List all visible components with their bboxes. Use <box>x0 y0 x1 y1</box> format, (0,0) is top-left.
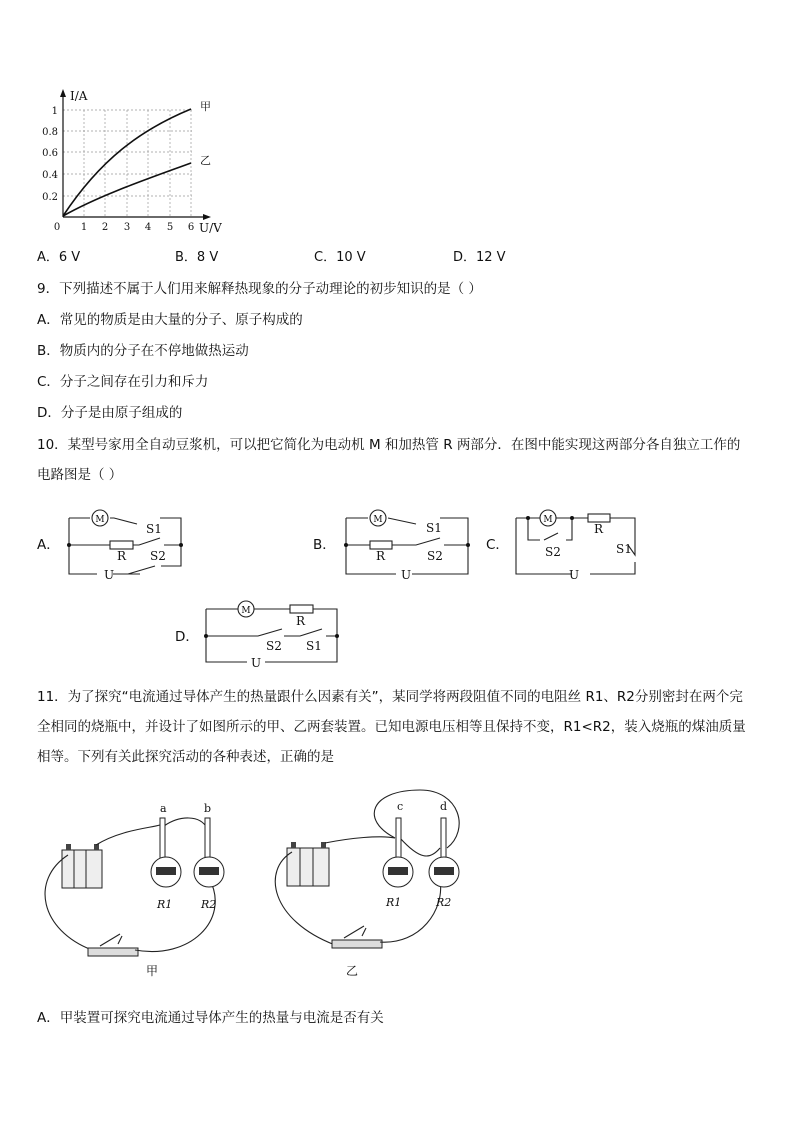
motor-symbol: M <box>373 515 383 525</box>
q8-option-d[interactable]: D．12 V <box>453 250 506 265</box>
q8-option-c[interactable]: C．10 V <box>314 250 366 265</box>
thermometer-d-label: d <box>440 800 448 813</box>
apparatus-jia <box>45 802 224 978</box>
q10-stem-line2: 电路图是（ ） <box>37 467 123 483</box>
switch-icon <box>332 926 382 948</box>
x-tick-label: 0 <box>53 222 61 233</box>
flask-b <box>194 818 224 887</box>
source-label: U <box>104 568 115 582</box>
resistor-label: R <box>296 614 306 628</box>
resistor-label: R <box>594 522 604 536</box>
battery-icon <box>287 842 329 886</box>
apparatus-jia-caption: 甲 <box>146 964 159 978</box>
switch-icon <box>88 934 138 956</box>
y-tick-label: 0.4 <box>42 170 58 181</box>
source-label: U <box>569 568 580 582</box>
apparatus-yi-caption: 乙 <box>346 964 359 978</box>
resistor-label: R <box>376 549 386 563</box>
resistor-r2-label: R2 <box>201 898 217 911</box>
motor-symbol: M <box>543 515 553 525</box>
switch-s2-label: S2 <box>427 549 443 563</box>
q11-stem-line2: 全相同的烧瓶中，并设计了如图所示的甲、乙两套装置。已知电源电压相等且保持不变，R1<R2，装入烧瓶的煤油质量 <box>37 719 746 735</box>
apparatus-yi <box>275 790 459 978</box>
y-tick-label: 0.2 <box>42 192 58 203</box>
source-label: U <box>401 568 412 582</box>
x-tick-label: 4 <box>144 222 152 233</box>
q9-stem: 9．下列描述不属于人们用来解释热现象的分子动理论的初步知识的是（ ） <box>37 281 482 297</box>
switch-s2-label: S2 <box>150 549 166 563</box>
q11-stem-line1: 11．为了探究“电流通过导体产生的热量跟什么因素有关”，某同学将两段阻值不同的电阻丝 R1、R2分别密封在两个完 <box>37 689 743 705</box>
curve-jia-label: 甲 <box>200 100 211 113</box>
switch-s1-label: S1 <box>426 521 442 535</box>
switch-s1-label: S1 <box>616 542 632 556</box>
q10-option-b[interactable]: B． <box>313 537 336 553</box>
resistor-r1-label: R1 <box>386 896 402 909</box>
y-tick-label: 0.8 <box>42 127 58 138</box>
source-label: U <box>251 656 262 670</box>
x-tick-label: 3 <box>123 222 131 233</box>
thermometer-c-label: c <box>397 800 404 813</box>
q9-option-c[interactable]: C．分子之间存在引力和斥力 <box>37 374 209 390</box>
curve-yi-label: 乙 <box>200 154 211 167</box>
x-tick-label: 2 <box>101 222 109 233</box>
q11-stem-line3: 相等。下列有关此探究活动的各种表述，正确的是 <box>37 749 334 765</box>
thermometer-a-label: a <box>160 802 167 815</box>
x-tick-label: 5 <box>166 222 174 233</box>
q10-option-d[interactable]: D． <box>175 629 199 645</box>
q9-option-b[interactable]: B．物质内的分子在不停地做热运动 <box>37 343 249 359</box>
motor-symbol: M <box>95 515 105 525</box>
motor-symbol: M <box>241 606 251 616</box>
q8-option-a[interactable]: A．6 V <box>37 250 81 265</box>
resistor-r1-label: R1 <box>157 898 173 911</box>
y-tick-label: 0.6 <box>42 148 58 159</box>
q9-option-d[interactable]: D．分子是由原子组成的 <box>37 405 183 421</box>
resistor-label: R <box>117 549 127 563</box>
thermometer-b-label: b <box>204 802 212 815</box>
resistor-r2-label: R2 <box>436 896 452 909</box>
switch-s2-label: S2 <box>266 639 282 653</box>
flask-c <box>383 818 413 887</box>
q8-option-b[interactable]: B．8 V <box>175 250 219 265</box>
switch-s1-label: S1 <box>306 639 322 653</box>
q10-stem-line1: 10．某型号家用全自动豆浆机，可以把它简化为电动机 M 和加热管 R 两部分．在图中能实现这两部分各自独立工作的 <box>37 437 741 453</box>
q10-option-a[interactable]: A． <box>37 537 60 553</box>
switch-s1-label: S1 <box>146 522 162 536</box>
q9-option-a[interactable]: A．常见的物质是由大量的分子、原子构成的 <box>37 312 303 328</box>
q10-option-c[interactable]: C． <box>486 537 509 553</box>
flask-a <box>151 818 181 887</box>
q11-option-a[interactable]: A．甲装置可探究电流通过导体产生的热量与电流是否有关 <box>37 1010 384 1026</box>
y-axis-label: I/A <box>70 89 88 103</box>
battery-icon <box>62 844 102 888</box>
x-axis-label: U/V <box>199 221 222 235</box>
flask-d <box>429 818 459 887</box>
y-tick-label: 1 <box>51 106 58 117</box>
switch-s2-label: S2 <box>545 545 561 559</box>
x-tick-label: 6 <box>187 222 195 233</box>
x-tick-label: 1 <box>80 222 88 233</box>
